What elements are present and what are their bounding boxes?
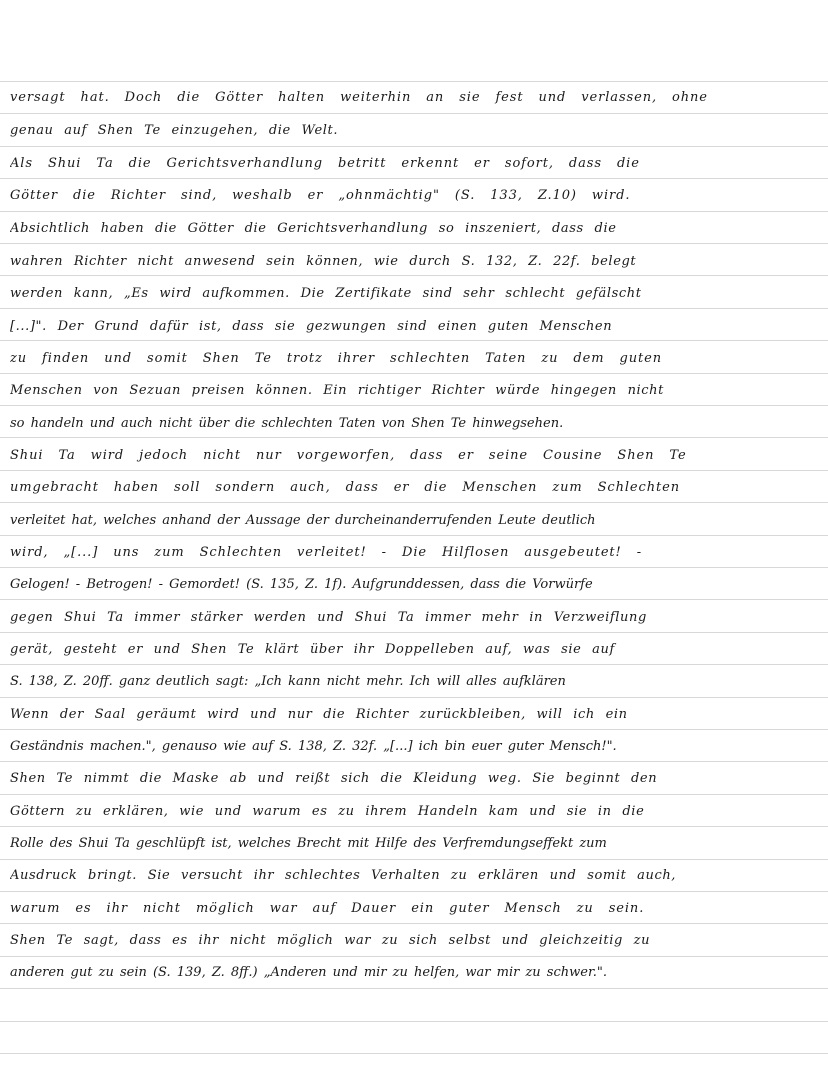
ruled-line: [0, 535, 828, 536]
ruled-line: [0, 405, 828, 406]
ruled-line: [0, 146, 828, 147]
ruled-line: [0, 340, 828, 341]
text-line: warum es ihr nicht möglich war auf Dauer ein guter Mensch zu sein.: [10, 901, 645, 916]
ruled-line: [0, 891, 828, 892]
ruled-line: [0, 243, 828, 244]
text-line: gegen Shui Ta immer stärker werden und Shui Ta immer mehr in Verzweiflung: [10, 610, 647, 625]
ruled-line: [0, 373, 828, 374]
ruled-line: [0, 697, 828, 698]
ruled-line: [0, 1053, 828, 1054]
text-line: Göttern zu erklären, wie und warum es zu ihrem Handeln kam und sie in die: [10, 804, 645, 819]
text-line: so handeln und auch nicht über die schlechten Taten von Shen Te hinwegsehen.: [10, 416, 564, 431]
ruled-line: [0, 275, 828, 276]
ruled-line: [0, 729, 828, 730]
text-line: Shen Te nimmt die Maske ab und reißt sich die Kleidung weg. Sie beginnt den: [10, 771, 658, 786]
ruled-line: [0, 211, 828, 212]
text-line: S. 138, Z. 20ff. ganz deutlich sagt: „Ich kann nicht mehr. Ich will alles aufklären: [10, 674, 566, 689]
text-line: wahren Richter nicht anwesend sein können, wie durch S. 132, Z. 22f. belegt: [10, 254, 637, 269]
ruled-line: [0, 988, 828, 989]
text-line: Geständnis machen.", genauso wie auf S. 138, Z. 32f. „[...] ich bin euer guter Mensch!".: [10, 739, 617, 754]
text-line: Gelogen! - Betrogen! - Gemordet! (S. 135, Z. 1f). Aufgrunddessen, dass die Vorwürfe: [10, 577, 593, 592]
text-line: umgebracht haben soll sondern auch, dass er die Menschen zum Schlechten: [10, 480, 680, 495]
ruled-line: [0, 502, 828, 503]
text-line: Shui Ta wird jedoch nicht nur vorgeworfen, dass er seine Cousine Shen Te: [10, 448, 687, 463]
ruled-line: [0, 113, 828, 114]
text-line: gerät, gesteht er und Shen Te klärt über ihr Doppelleben auf, was sie auf: [10, 642, 615, 657]
ruled-line: [0, 664, 828, 665]
text-line: versagt hat. Doch die Götter halten weiterhin an sie fest und verlassen, ohne: [10, 90, 708, 105]
text-line: genau auf Shen Te einzugehen, die Welt.: [10, 123, 339, 138]
ruled-line: [0, 761, 828, 762]
text-line: Ausdruck bringt. Sie versucht ihr schlechtes Verhalten zu erklären und somit auch,: [10, 868, 677, 883]
ruled-line: [0, 567, 828, 568]
ruled-line: [0, 859, 828, 860]
text-line: zu finden und somit Shen Te trotz ihrer schlechten Taten zu dem guten: [10, 351, 662, 366]
ruled-line: [0, 1021, 828, 1022]
ruled-line: [0, 826, 828, 827]
text-line: Shen Te sagt, dass es ihr nicht möglich war zu sich selbst und gleichzeitig zu: [10, 933, 651, 948]
text-line: werden kann, „Es wird aufkommen. Die Zertifikate sind sehr schlecht gefälscht: [10, 286, 642, 301]
ruled-line: [0, 923, 828, 924]
text-line: Götter die Richter sind, weshalb er „ohnmächtig" (S. 133, Z.10) wird.: [10, 188, 631, 203]
text-line: Absichtlich haben die Götter die Gerichtsverhandlung so inszeniert, dass die: [10, 221, 617, 236]
text-line: Rolle des Shui Ta geschlüpft ist, welches Brecht mit Hilfe des Verfremdungseffekt zum: [10, 836, 607, 851]
ruled-line: [0, 308, 828, 309]
text-line: verleitet hat, welches anhand der Aussage der durcheinanderrufenden Leute deutlich: [10, 513, 596, 528]
ruled-line: [0, 178, 828, 179]
ruled-line: [0, 599, 828, 600]
ruled-line: [0, 632, 828, 633]
text-line: Menschen von Sezuan preisen können. Ein richtiger Richter würde hingegen nicht: [10, 383, 664, 398]
text-line: Wenn der Saal geräumt wird und nur die Richter zurückbleiben, will ich ein: [10, 707, 628, 722]
text-line: anderen gut zu sein (S. 139, Z. 8ff.) „Anderen und mir zu helfen, war mir zu schwer.".: [10, 965, 607, 980]
ruled-line: [0, 81, 828, 82]
ruled-line: [0, 794, 828, 795]
ruled-line: [0, 470, 828, 471]
text-line: Als Shui Ta die Gerichtsverhandlung betritt erkennt er sofort, dass die: [10, 156, 640, 171]
text-line: wird, „[...] uns zum Schlechten verleitet! - Die Hilflosen ausgebeutet! -: [10, 545, 643, 560]
ruled-line: [0, 956, 828, 957]
text-line: [...]". Der Grund dafür ist, dass sie gezwungen sind einen guten Menschen: [10, 319, 613, 334]
ruled-line: [0, 437, 828, 438]
